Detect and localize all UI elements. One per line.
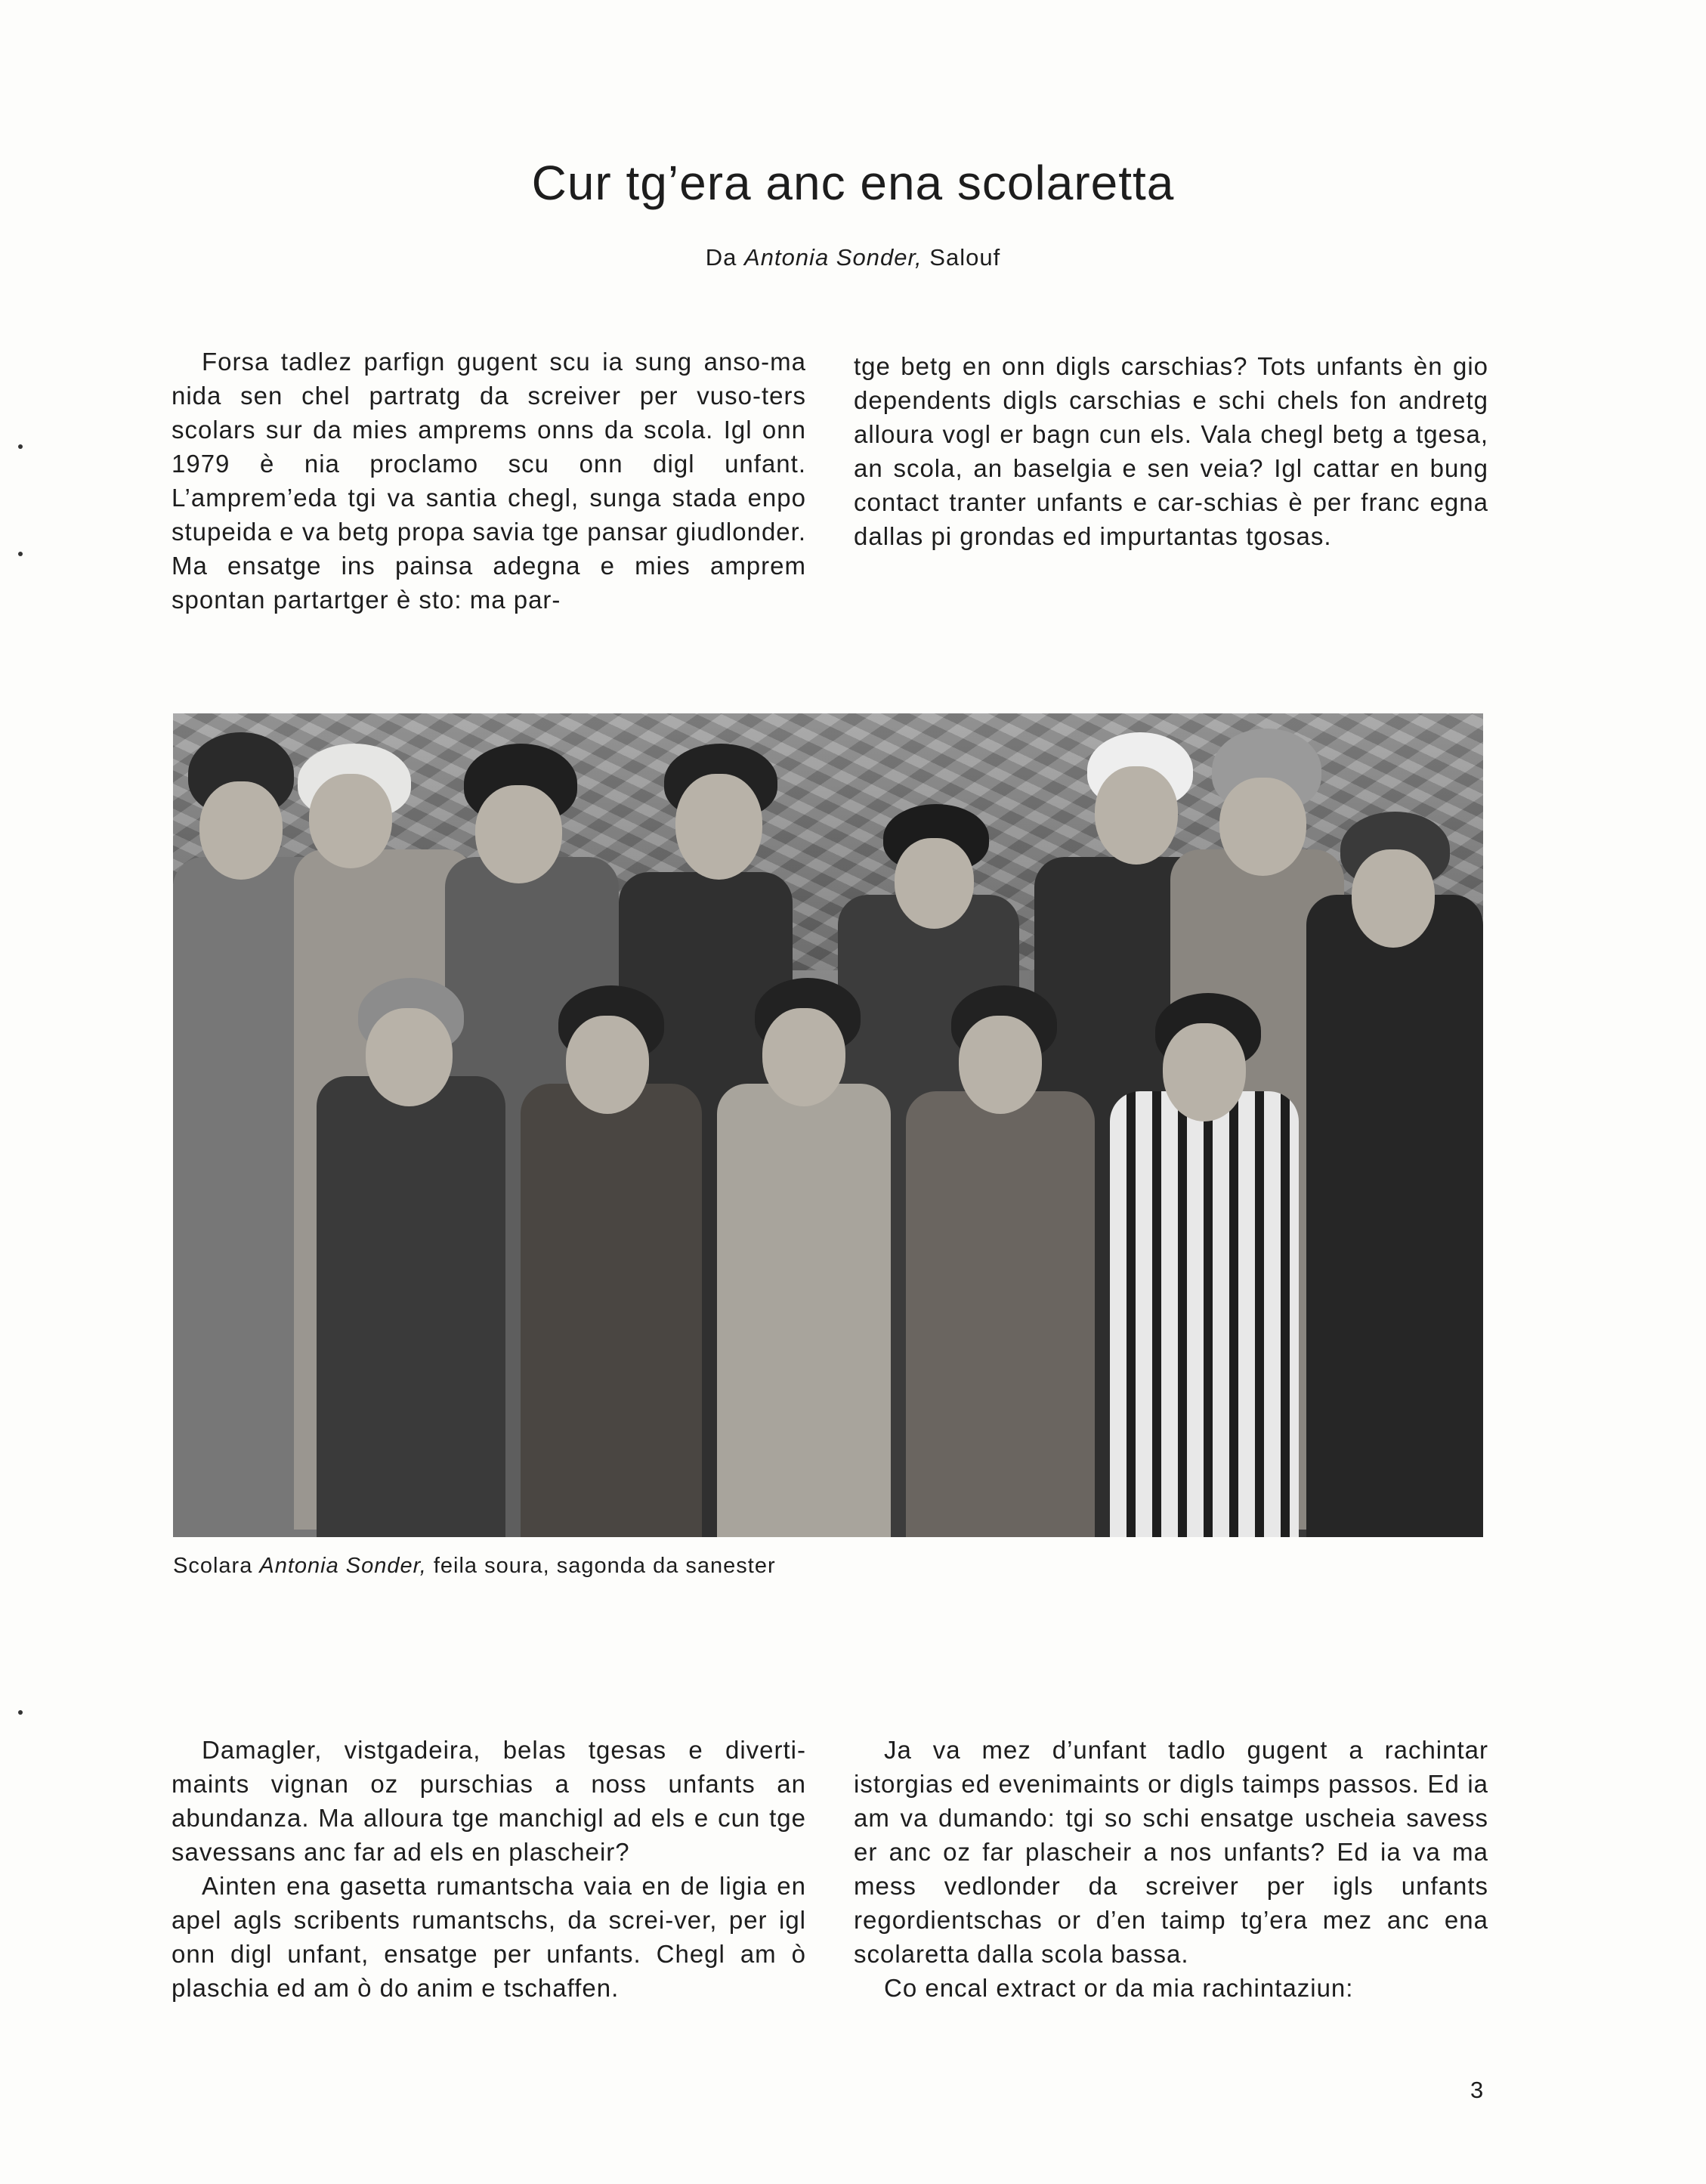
byline-prefix: Da bbox=[705, 244, 737, 271]
body-paragraph: Co encal extract or da mia rachintaziun: bbox=[884, 1974, 1354, 2002]
page-number: 3 bbox=[1470, 2077, 1484, 2103]
intro-paragraph: tge betg en onn digls carschias? Tots unfants èn gio dependents digls carschias e schi chels fon andretg alloura vogl er bagn cun els. Vala chegl betg a tgesa, an scola, an baselgia e sen veia? Igl cattar en bung contact tranter unfants e car-schias è per franc egna dallas pi grondas ed impurtantas tgosas. bbox=[854, 352, 1488, 550]
margin-mark bbox=[18, 1710, 23, 1715]
intro-column-right bbox=[854, 349, 1488, 553]
body-paragraph: Ainten ena gasetta rumantscha vaia en de ligia en apel agls scribents rumantschs, da screi-ver, per igl onn digl unfant, ensatge per unfants. Chegl am ò plaschia ed am ò do anim e tschaffen. bbox=[172, 1872, 806, 2002]
caption-text: feila soura, sagonda da sanester bbox=[433, 1554, 776, 1578]
byline bbox=[0, 244, 1706, 271]
author-place: Salouf bbox=[929, 244, 1001, 271]
author-name: Antonia Sonder, bbox=[744, 244, 923, 271]
photo-caption bbox=[173, 1554, 776, 1579]
body-paragraph: Ja va mez d’unfant tadlo gugent a rachintar istorgias ed evenimaints or digls taimps passos. Ed ia am va dumando: tgi so schi ensatge uscheia savess er anc oz far plascheir a nos unfants? Ed ia va ma mess vedlonder da screiver per igls unfants regordientschas or d’en taimp tg’era mez anc ena scolaretta dalla scola bassa. bbox=[854, 1736, 1488, 1968]
caption-name: Antonia Sonder, bbox=[259, 1554, 427, 1578]
caption-prefix: Scolara bbox=[173, 1554, 253, 1578]
margin-mark bbox=[18, 552, 23, 556]
class-photograph bbox=[173, 713, 1483, 1537]
margin-mark bbox=[18, 444, 23, 449]
intro-paragraph: Forsa tadlez parfign gugent scu ia sung anso-ma nida sen chel partratg da screiver per vuso-ters scolars sur da mies amprems onns da scola. Igl onn 1979 è nia proclamo scu onn digl unfant. L’amprem’eda tgi va santia chegl, sunga stada enpo stupeida e va betg propa savia tge pansar giudlonder. Ma ensatge ins painsa adegna e mies amprem spontan partartger è sto: ma par- bbox=[172, 348, 806, 614]
body-column-left bbox=[172, 1733, 806, 2005]
body-paragraph: Damagler, vistgadeira, belas tgesas e diverti-maints vignan oz purschias a noss unfants an abundanza. Ma alloura tge manchigl ad els e cun tge savessans anc far ad els en plascheir? bbox=[172, 1736, 806, 1866]
article-title: Cur tg’era anc ena scolaretta bbox=[531, 156, 1175, 210]
intro-column-left bbox=[172, 345, 806, 617]
body-column-right bbox=[854, 1733, 1488, 2005]
